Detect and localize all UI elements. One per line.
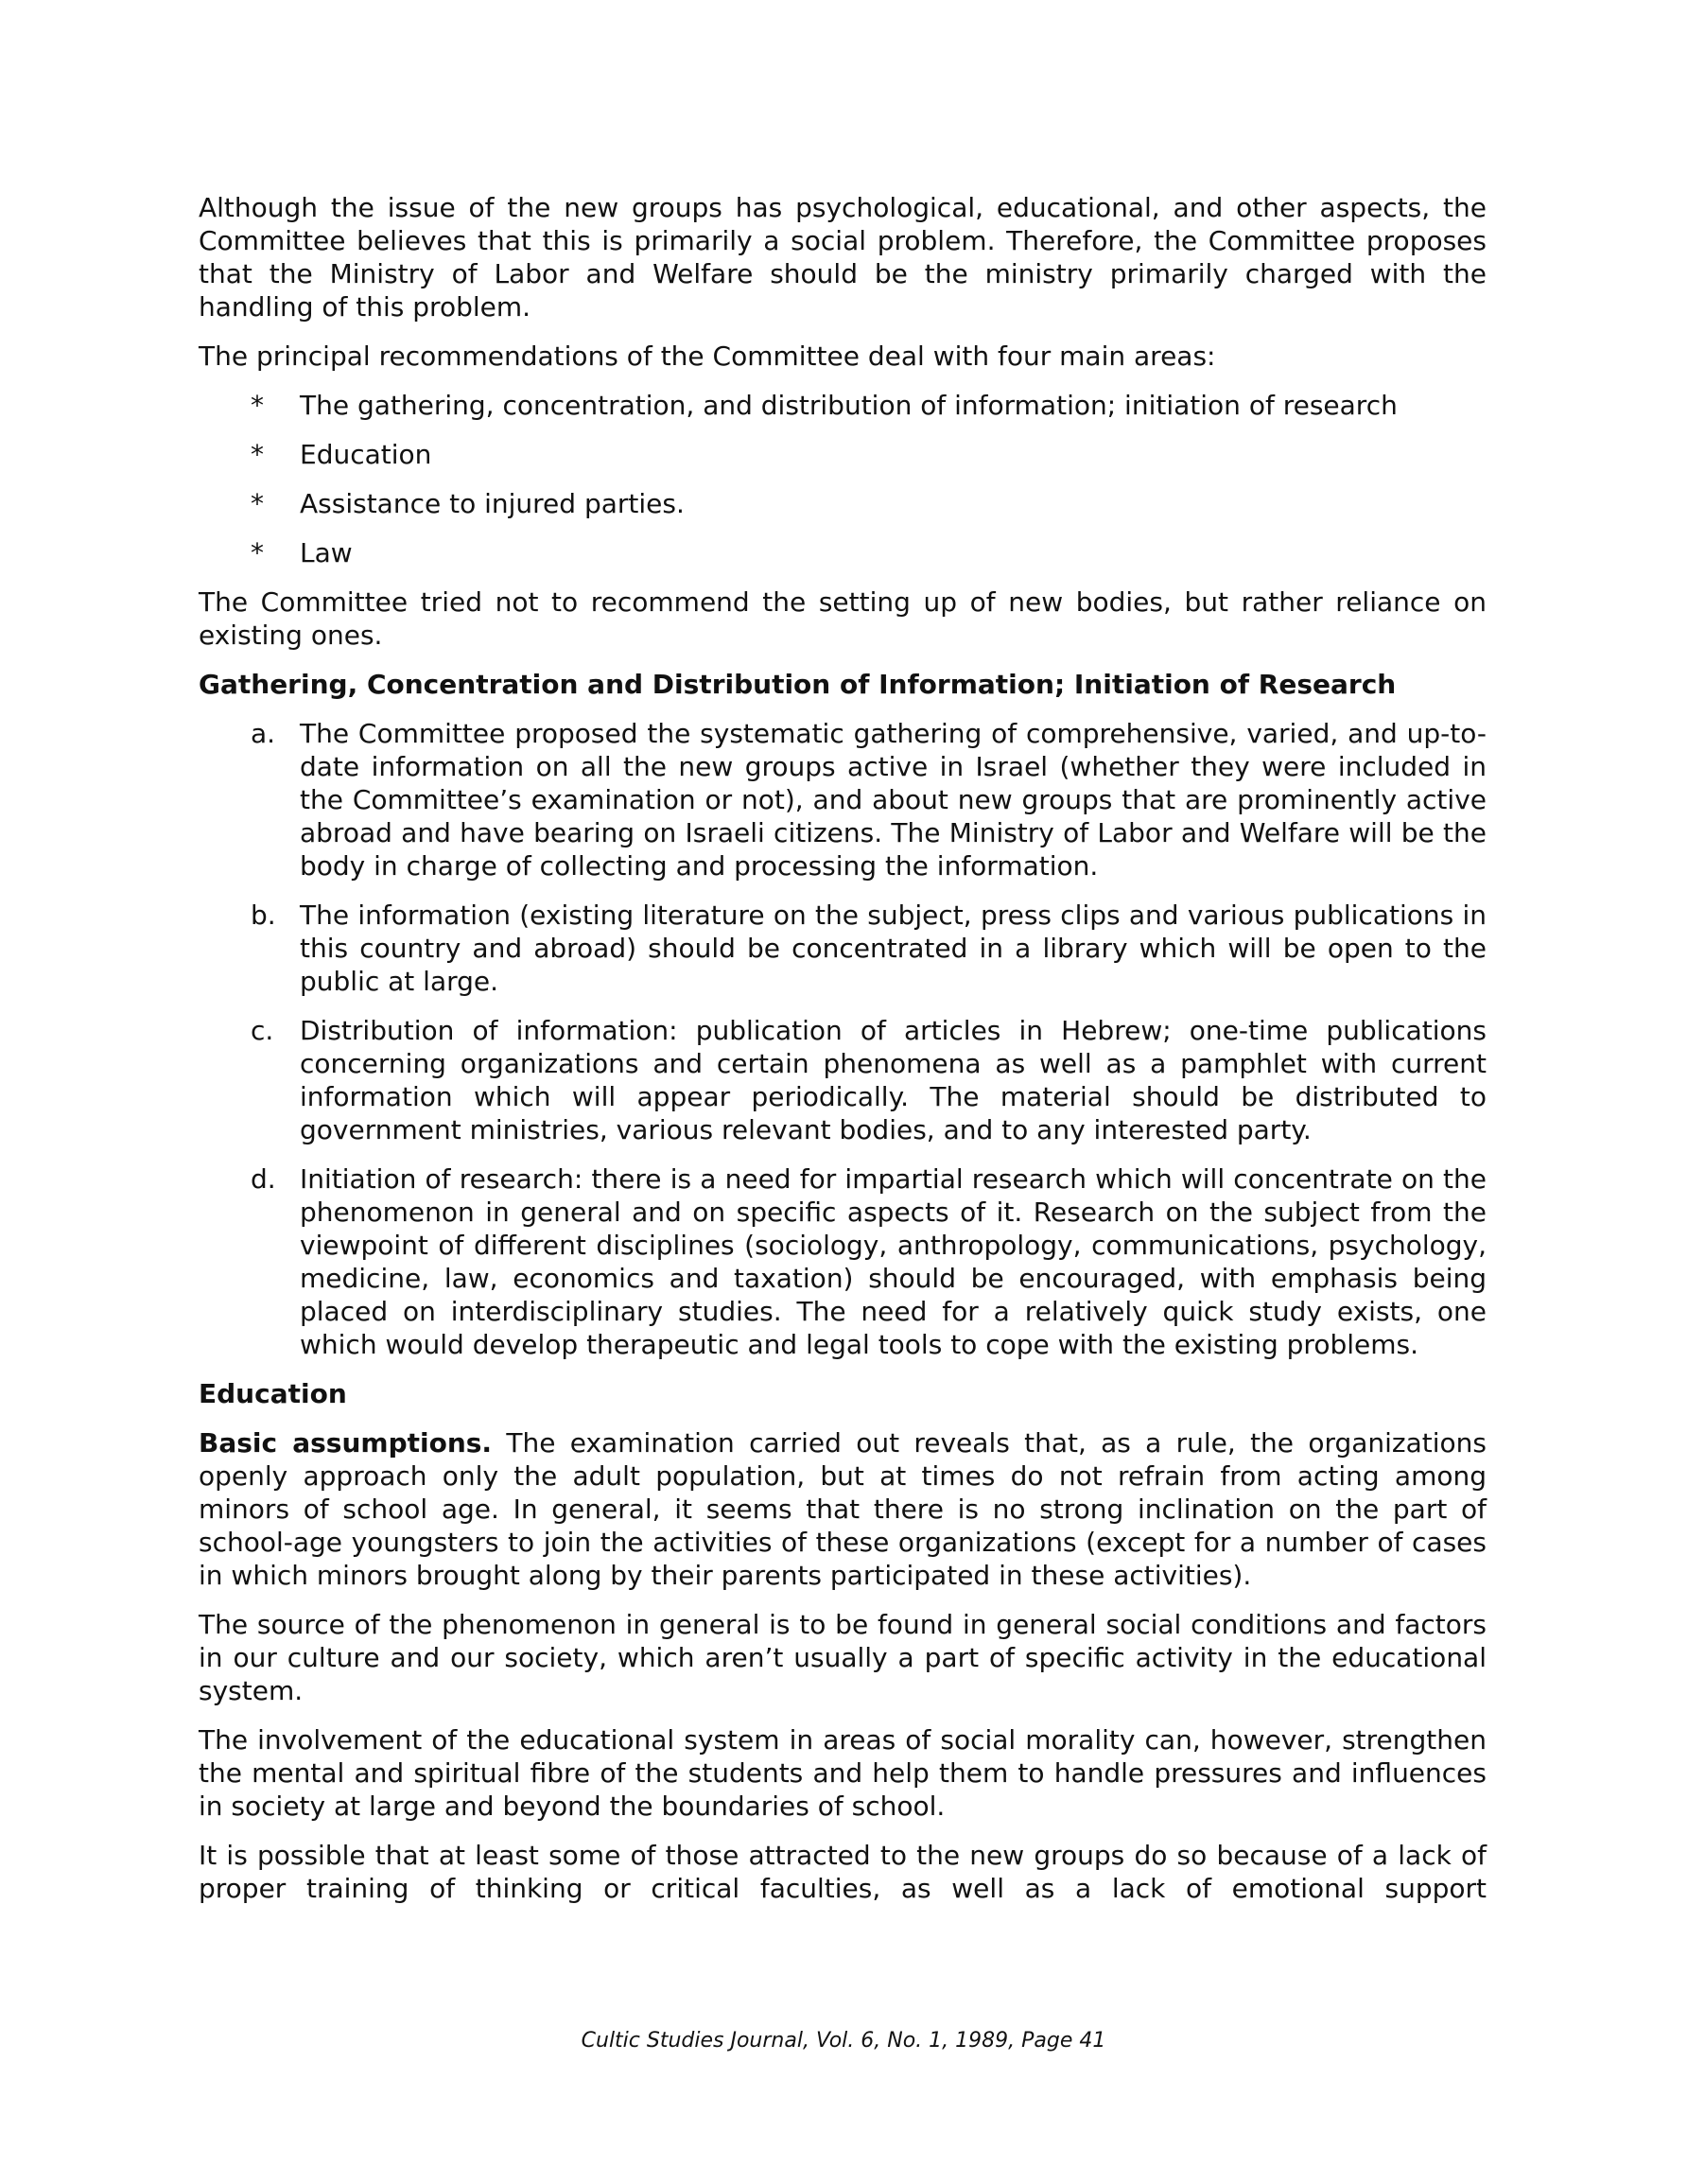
- information-item-d: [199, 1162, 1487, 1361]
- education-paragraph: The source of the phenomenon in general is to be found in general social conditions and factors in our culture and our society, which aren’t usually a part of specific activity in the educational system.: [199, 1609, 1487, 1706]
- main-areas-list: [199, 389, 1487, 569]
- main-area-item: [199, 536, 1487, 569]
- main-area-item: [199, 487, 1487, 520]
- intro-paragraph: Although the issue of the new groups has psychological, educational, and other aspects, the Committee believes that this is primarily a social problem. Therefore, the Committee proposes that the Ministry of Labor and Welfare should be the ministry primarily charged with the handling of this problem.: [199, 192, 1487, 323]
- education-paragraph: The involvement of the educational system in areas of social morality can, however, strengthen the mental and spiritual fibre of the students and help them to handle pressures and influences in society at large and beyond the boundaries of school.: [199, 1724, 1487, 1822]
- bullet-marker: *: [251, 488, 264, 519]
- main-area-text: The gathering, concentration, and distribution of information; initiation of research: [300, 390, 1398, 421]
- section-heading-information: Gathering, Concentration and Distribution of Information; Initiation of Research: [199, 669, 1397, 700]
- information-item-c: [199, 1014, 1487, 1146]
- list-marker: a.: [251, 718, 276, 749]
- list-item-text: The information (existing literature on the subject, press clips and various publications in this country and abroad) should be concentrated in a library which will be open to the public at large.: [300, 900, 1487, 997]
- section-heading-education: Education: [199, 1378, 347, 1409]
- bullet-marker: *: [251, 537, 264, 568]
- new-bodies-paragraph: The Committee tried not to recommend the setting up of new bodies, but rather reliance on existing ones.: [199, 586, 1487, 651]
- list-marker: b.: [251, 900, 276, 931]
- list-marker: c.: [251, 1015, 274, 1046]
- main-area-text: Law: [300, 537, 353, 568]
- basic-assumptions-text: The examination carried out reveals that, as a rule, the organizations openly approach only the adult population, but at times do not refrain from acting among minors of school age. In general, it seems that there is no strong inclination on the part of school-age youngsters to join the activities of these organizations (except for a number of cases in which minors brought along by their parents participated in these activities).: [199, 1427, 1487, 1591]
- main-area-item: [199, 389, 1487, 422]
- education-paragraph: It is possible that at least some of those attracted to the new groups do so because of a lack of proper training of thinking or critical faculties, as well as a lack of emotional support: [199, 1840, 1487, 1904]
- main-areas-intro: The principal recommendations of the Committee deal with four main areas:: [199, 341, 1216, 372]
- bullet-marker: *: [251, 390, 264, 421]
- basic-assumptions-label: Basic assumptions.: [199, 1427, 493, 1459]
- information-list: [199, 717, 1487, 1361]
- main-area-text: Assistance to injured parties.: [300, 488, 685, 519]
- list-item-text: Initiation of research: there is a need for impartial research which will concentrate on the phenomenon in general and on specific aspects of it. Research on the subject from the viewpoint of different disciplines (sociology, anthropology, communications, psychology, medicine, law, economics and taxation) should be encouraged, with emphasis being placed on interdisciplinary studies. The need for a relatively quick study exists, one which would develop therapeutic and legal tools to cope with the existing problems.: [300, 1163, 1487, 1360]
- basic-assumptions-paragraph: [199, 1426, 1487, 1592]
- information-item-a: [199, 717, 1487, 882]
- list-item-text: The Committee proposed the systematic gathering of comprehensive, varied, and up-to-date information on all the new groups active in Israel (whether they were included in the Committee’s examination or not), and about new groups that are prominently active abroad and have bearing on Israeli citizens. The Ministry of Labor and Welfare will be the body in charge of collecting and processing the information.: [300, 718, 1487, 882]
- page-footer: Cultic Studies Journal, Vol. 6, No. 1, 1989, Page 41: [581, 2029, 1106, 2053]
- document-page: [199, 191, 1487, 1921]
- list-marker: d.: [251, 1163, 276, 1195]
- list-item-text: Distribution of information: publication of articles in Hebrew; one-time publications concerning organizations and certain phenomena as well as a pamphlet with current information which will appear periodically. The material should be distributed to government ministries, various relevant bodies, and to any interested party.: [300, 1015, 1487, 1145]
- bullet-marker: *: [251, 439, 264, 470]
- main-area-text: Education: [300, 439, 432, 470]
- information-item-b: [199, 899, 1487, 998]
- main-area-item: [199, 438, 1487, 471]
